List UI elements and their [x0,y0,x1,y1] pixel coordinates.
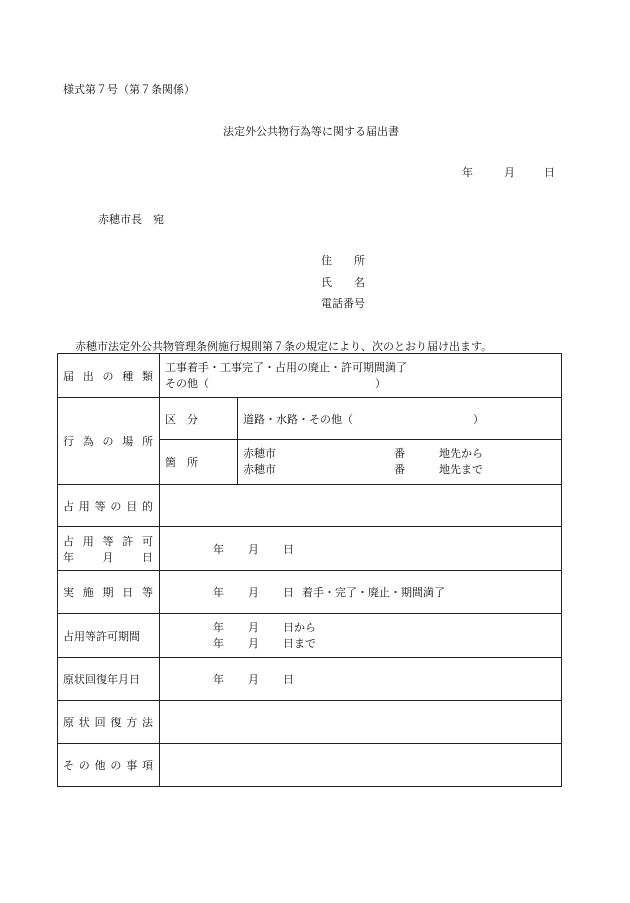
period-day-from: 日から [283,620,316,634]
document-title: 法定外公共物行為等に関する届出書 [223,125,399,138]
period-to [213,636,561,652]
place-label: 行為の場所 [63,435,153,448]
period-year-from: 年 [213,620,224,634]
purpose-label: 占用等の目的 [63,499,153,513]
implementation-value[interactable] [160,571,562,614]
location-from [243,446,561,462]
to-suffix: 地先まで [439,463,483,476]
row-other [58,744,562,787]
other-value[interactable] [160,744,562,787]
period-month-to: 月 [248,636,259,650]
impl-day: 日 [283,586,294,599]
applicant-phone-label: 電話番号 [321,297,365,310]
row-permit-period [58,614,562,658]
to-city: 赤穂市 [243,463,276,476]
restore-month: 月 [248,673,259,686]
row-permit-date [58,527,562,571]
impl-year: 年 [213,586,224,599]
date-year: 年 [462,166,473,179]
row-restore-method [58,701,562,744]
permit-date-label-line1: 占用等許可 [63,534,153,548]
notification-kind-other [165,376,561,392]
applicant-block [321,250,365,315]
impl-options: 着手・完了・廃止・期間満了 [302,586,445,599]
impl-month: 月 [248,586,259,599]
applicant-address-label: 住 所 [321,254,365,267]
addressee: 赤穂市長 宛 [98,213,164,226]
notification-kind-options: 工事着手・工事完了・占用の廃止・許可期間満了 [165,360,407,374]
intro-text: 赤穂市法定外公共物管理条例施行規則第７条の規定により、次のとおり届け出ます。 [75,340,493,353]
restore-date-value[interactable] [160,658,562,701]
restore-date-label: 原状回復年月日 [63,673,140,686]
from-city: 赤穂市 [243,447,276,460]
label-cell [58,744,160,787]
row-notification-kind [58,354,562,398]
label-cell [58,614,160,658]
permit-date-value[interactable] [160,527,562,571]
other-suffix: ） [375,376,386,390]
period-month-from: 月 [248,620,259,634]
submission-date [462,164,555,180]
period-year-to: 年 [213,636,224,650]
restore-year: 年 [213,673,224,686]
restore-day: 日 [283,673,294,686]
form-number-label: 様式第７号（第７条関係） [63,83,195,96]
label-cell [58,398,160,485]
restore-method-label: 原状回復方法 [63,716,153,729]
applicant-name-label: 氏 名 [321,275,365,289]
permit-day: 日 [283,542,294,556]
permit-year: 年 [213,542,224,556]
location-label-cell [160,440,238,485]
notification-table [57,353,562,787]
from-ban: 番 [394,447,405,460]
category-value[interactable] [238,398,562,440]
restore-method-value[interactable] [160,701,562,744]
row-implementation [58,571,562,614]
to-ban: 番 [394,463,405,476]
permit-date-label-line2: 年月日 [63,550,153,564]
category-label: 区 分 [165,412,198,426]
notification-kind-label: 届出の種類 [63,369,153,383]
date-day: 日 [544,166,555,179]
permit-month: 月 [248,542,259,556]
row-purpose [58,485,562,527]
label-cell [58,658,160,701]
location-label: 箇 所 [165,456,198,469]
label-cell [58,571,160,614]
other-label: その他の事項 [63,759,153,772]
label-cell [58,527,160,571]
period-day-to: 日まで [283,636,316,650]
label-cell [58,354,160,398]
category-suffix: ） [473,412,484,426]
location-value[interactable] [238,440,562,485]
category-options: 道路・水路・その他（ [243,412,353,426]
date-month: 月 [504,166,515,179]
label-cell [58,485,160,527]
label-cell [58,701,160,744]
category-label-cell [160,398,238,440]
implementation-label: 実施期日等 [63,586,153,599]
permit-period-label: 占用等許可期間 [63,629,140,643]
other-prefix: その他（ [165,376,209,390]
notification-kind-value[interactable] [160,354,562,398]
row-place-category [58,398,562,440]
from-suffix: 地先から [439,447,483,460]
purpose-value[interactable] [160,485,562,527]
row-restore-date [58,658,562,701]
permit-period-value[interactable] [160,614,562,658]
period-from [213,620,561,636]
location-to [243,462,561,478]
